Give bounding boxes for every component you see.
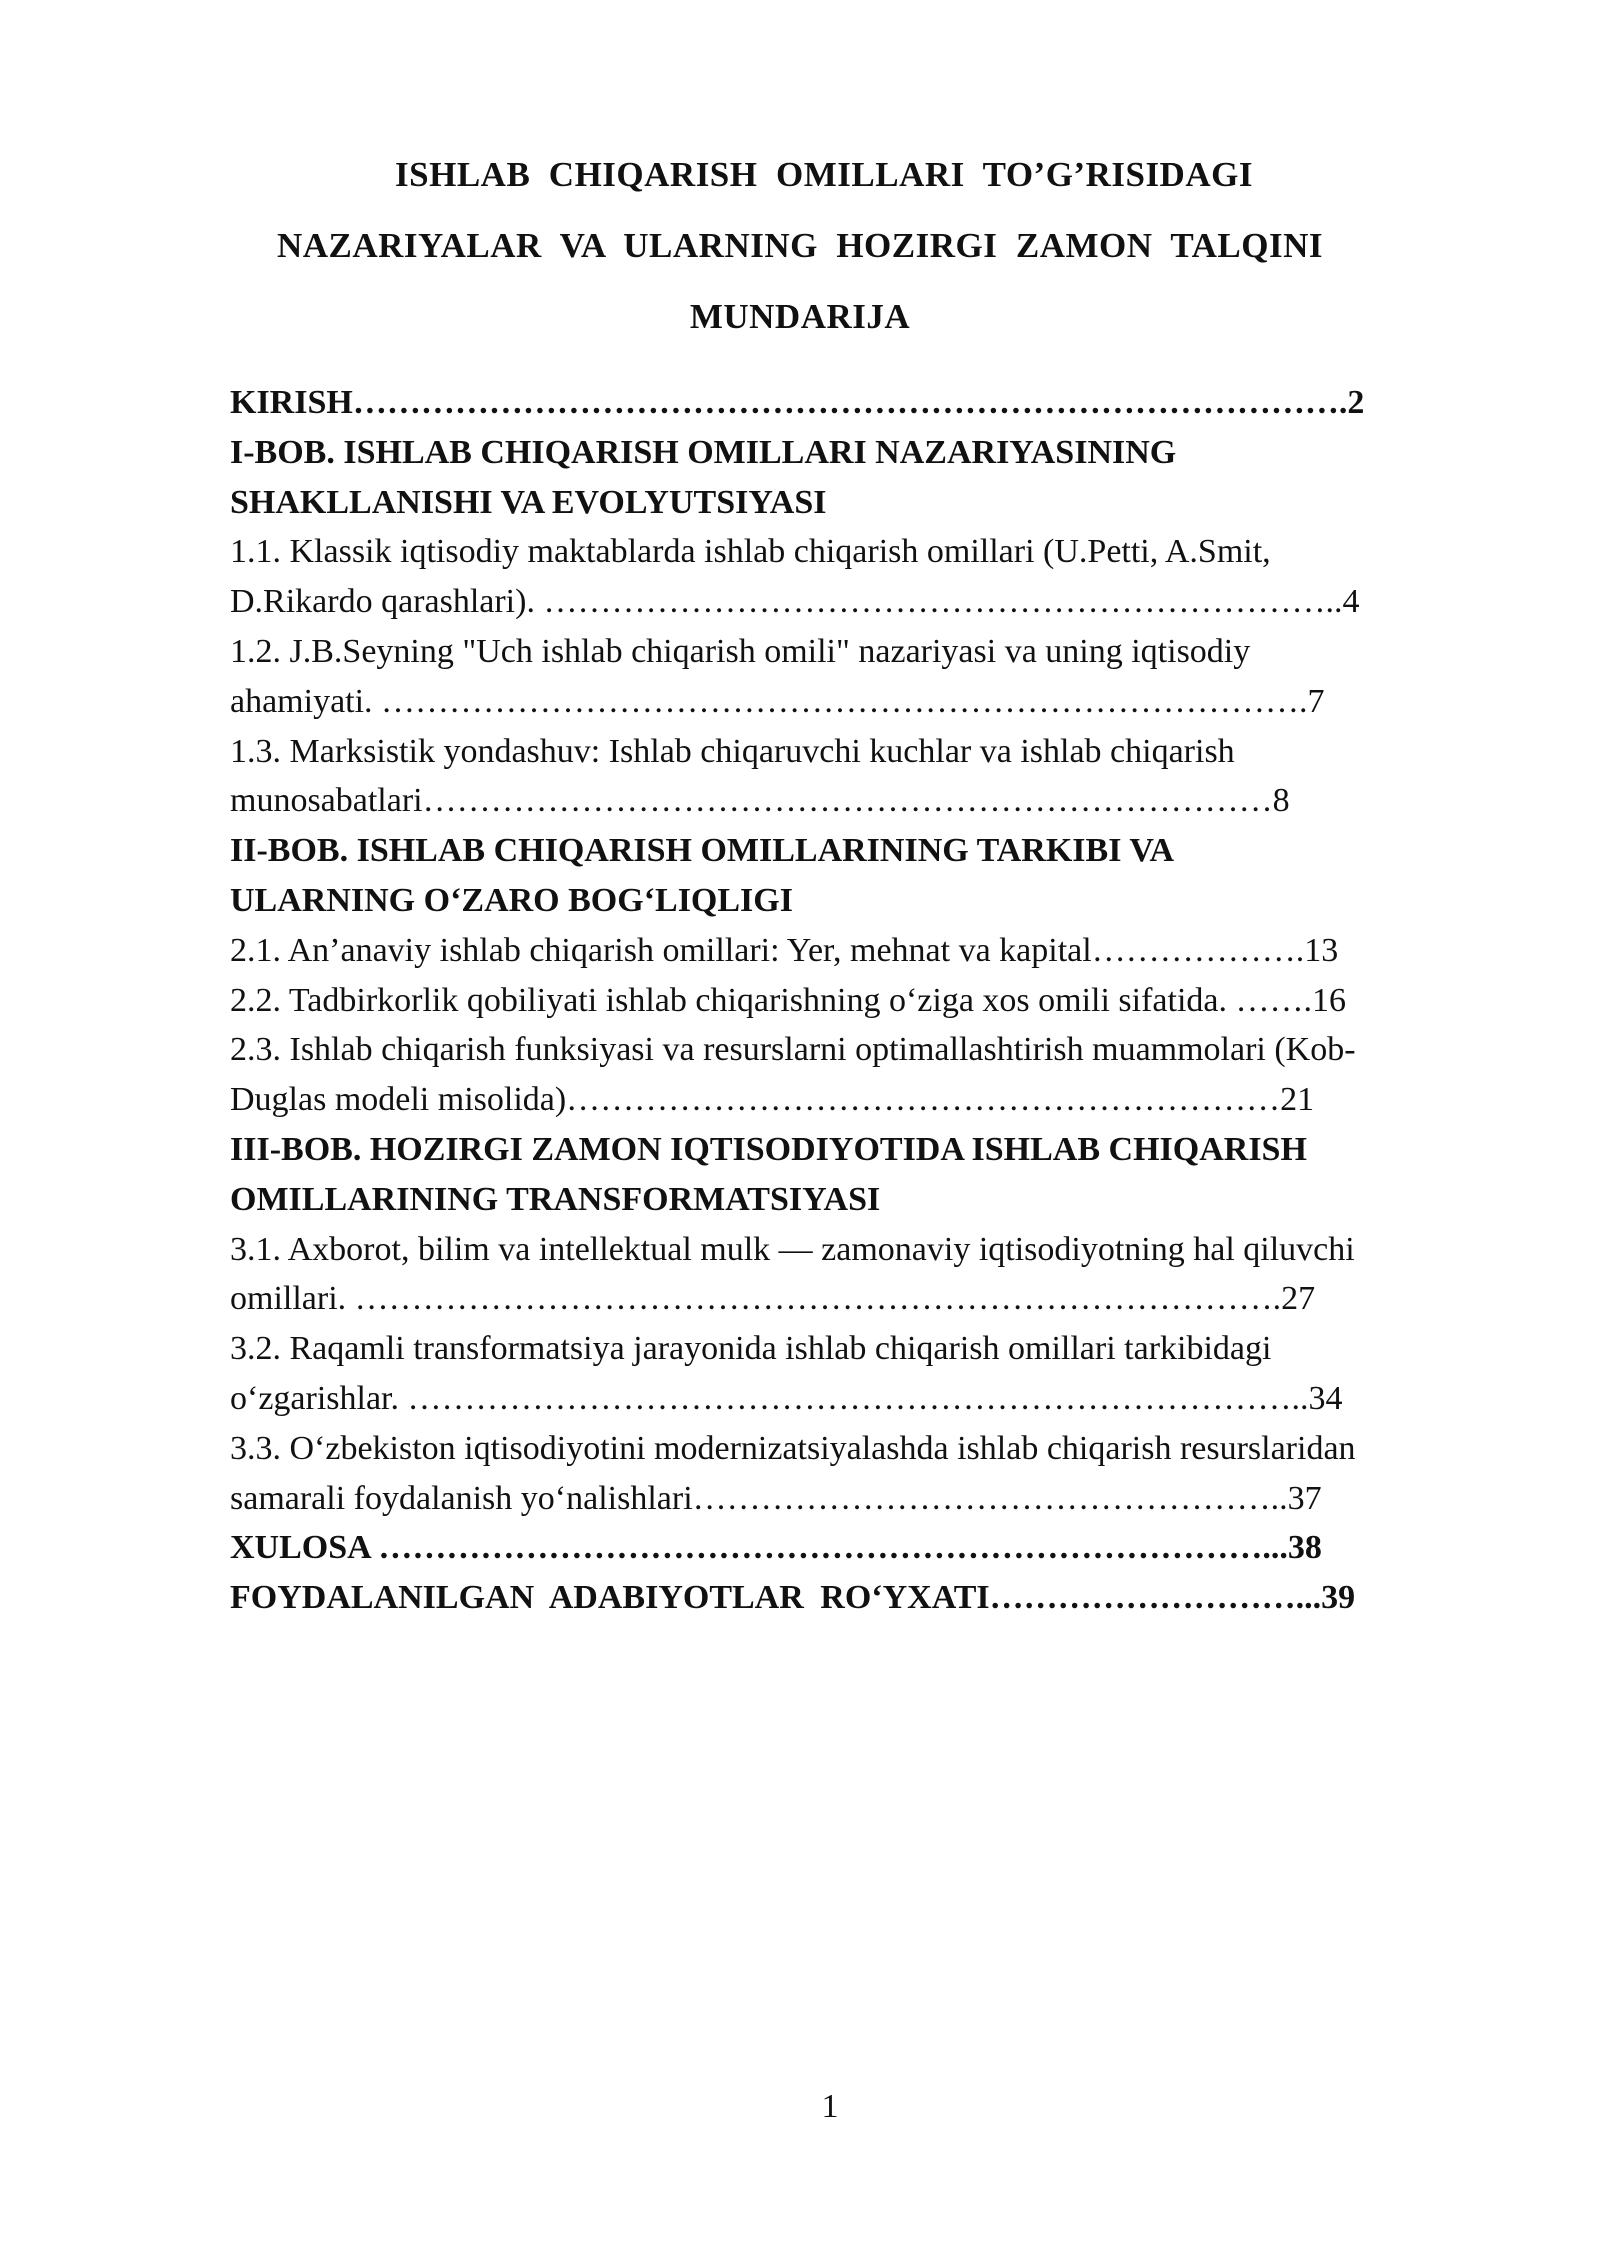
toc-entry-references: FOYDALANILGAN ADABIYOTLAR RO‘YXATI………………………...39 [230,1579,1356,1617]
toc-section-2-3: 2.3. Ishlab chiqarish funksiyasi va resurslarni optimallashtirish muammolari (Kob- [230,1031,1356,1069]
toc-entry-xulosa: XULOSA ……………………………………………………………………...38 [230,1529,1322,1567]
toc-entry-kirish: KIRISH…………………………………………………………………………….2 [230,384,1365,421]
toc-section-3-1: 3.1. Axborot, bilim va intellektual mulk — zamonaviy iqtisodiyotning hal qiluvchi [230,1230,1355,1268]
toc-section-2-2: 2.2. Tadbirkorlik qobiliyati ishlab chiqarishning o‘ziga xos omili sifatida. …….16 [230,981,1347,1019]
toc-chapter-2-title: II-BOB. ISHLAB CHIQARISH OMILLARINING TARKIBI VA [230,832,1175,870]
toc-section-3-1-cont: omillari. ……………………………………………………………………….27 [230,1280,1316,1318]
title-line-1: ISHLAB CHIQARISH OMILLARI TO’G’RISIDAGI [395,155,1253,194]
toc-section-2-3-cont: Duglas modeli misolida)………………………………………………………21 [230,1081,1315,1119]
page-number: 1 [821,2088,839,2125]
table-of-contents [230,378,1488,1623]
toc-chapter-3-title: III-BOB. HOZIRGI ZAMON IQTISODIYOTIDA ISHLAB CHIQARISH [230,1130,1307,1168]
toc-chapter-3-title-cont: OMILLARINING TRANSFORMATSIYASI [230,1180,881,1218]
toc-section-2-1: 2.1. An’anaviy ishlab chiqarish omillari: Yer, mehnat va kapital……………….13 [230,931,1339,969]
toc-section-1-3: 1.3. Marksistik yondashuv: Ishlab chiqaruvchi kuchlar va ishlab chiqarish [230,732,1235,770]
toc-chapter-2-title-cont: ULARNING O‘ZARO BOG‘LIQLIGI [230,881,793,919]
title-line-2: NAZARIYALAR VA ULARNING HOZIRGI ZAMON TALQINI [276,226,1323,265]
toc-section-1-2-cont: ahamiyati. ……………………………………………………………………….7 [230,682,1325,720]
toc-section-1-2: 1.2. J.B.Seyning "Uch ishlab chiqarish omili" nazariyasi va uning iqtisodiy [230,632,1251,670]
contents-heading: MUNDARIJA [689,297,911,336]
toc-section-3-3-cont: samarali foydalanish yo‘nalishlari……………………………………………..37 [230,1479,1322,1517]
document-title [0,148,1600,361]
toc-section-1-3-cont: munosabatlari…………………………………………………………………8 [230,782,1290,820]
toc-chapter-1-title-cont: SHAKLLANISHI VA EVOLYUTSIYASI [230,483,827,521]
toc-section-1-1: 1.1. Klassik iqtisodiy maktablarda ishlab chiqarish omillari (U.Petti, A.Smit, [230,533,1271,571]
toc-section-1-1-cont: D.Rikardo qarashlari). ……………………………………………………………..4 [230,583,1360,621]
toc-section-3-2-cont: o‘zgarishlar. ……………………………………………………………………..34 [230,1379,1343,1417]
toc-section-3-3: 3.3. O‘zbekiston iqtisodiyotini modernizatsiyalashda ishlab chiqarish resurslaridan [230,1429,1356,1467]
toc-chapter-1-title: I-BOB. ISHLAB CHIQARISH OMILLARI NAZARIYASINING [230,433,1177,471]
toc-section-3-2: 3.2. Raqamli transformatsiya jarayonida ishlab chiqarish omillari tarkibidagi [230,1330,1272,1368]
